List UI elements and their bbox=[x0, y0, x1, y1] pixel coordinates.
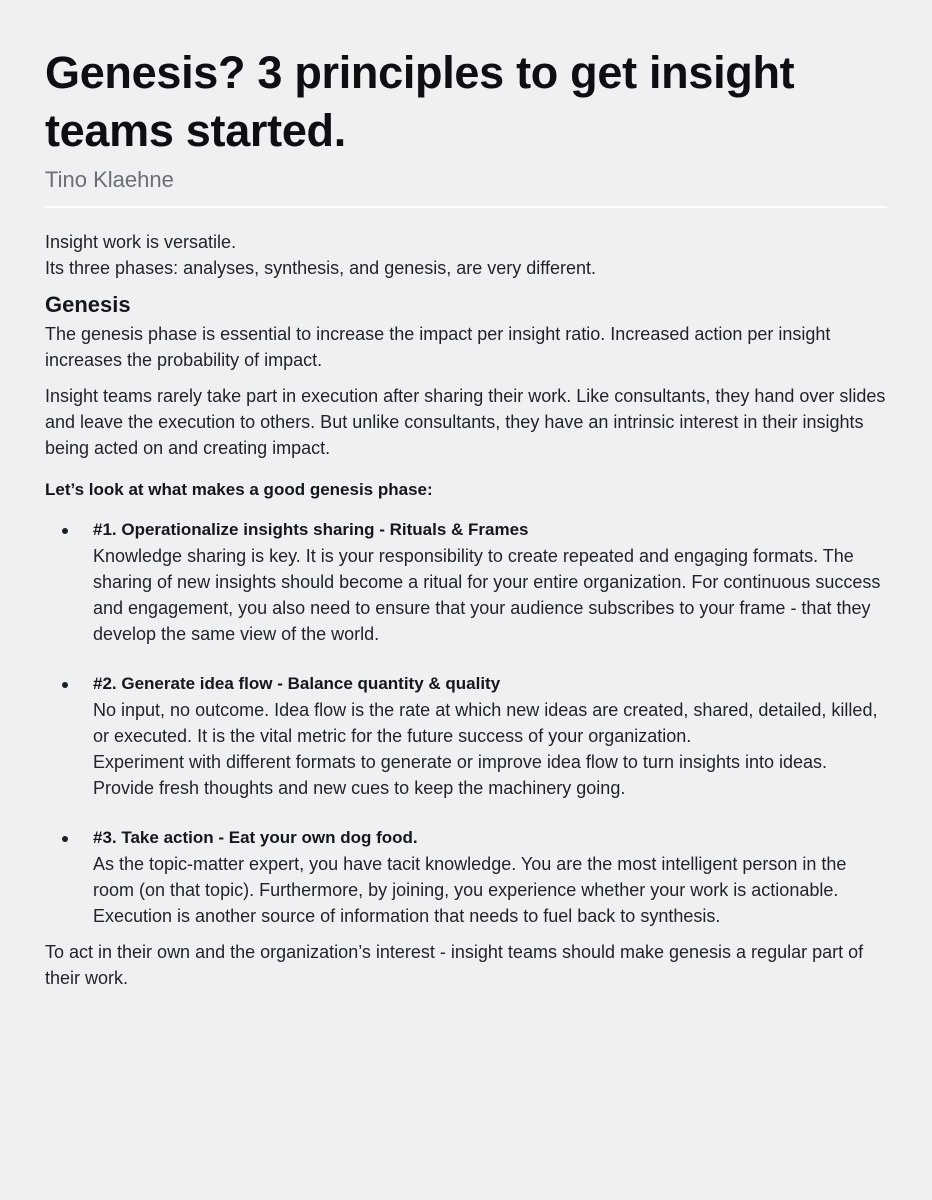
principle-item-3 bbox=[45, 825, 887, 929]
closing-paragraph: To act in their own and the organization’s interest - insight teams should make genesis a regular part of their work. bbox=[45, 942, 864, 988]
intro-line-2: Its three phases: analyses, synthesis, and genesis, are very different. bbox=[45, 258, 596, 278]
bullet-icon bbox=[62, 528, 68, 534]
principle-text: As the topic-matter expert, you have tacit knowledge. You are the most intelligent person in the room (on that topic). Furthermore, by joining, you experience whether your work is actionable. Execution is another source of information that needs to fuel back to synthesis. bbox=[93, 854, 847, 926]
principles-list bbox=[45, 517, 887, 929]
principle-title: #3. Take action - Eat your own dog food. bbox=[93, 828, 418, 847]
principle-title: #2. Generate idea flow - Balance quantity & quality bbox=[93, 674, 501, 693]
principle-title: #1. Operationalize insights sharing - Rituals & Frames bbox=[93, 520, 529, 539]
principle-text: No input, no outcome. Idea flow is the rate at which new ideas are created, shared, detailed, killed, or executed. It is the vital metric for the future success of your organization. bbox=[93, 700, 878, 746]
principle-text: Knowledge sharing is key. It is your responsibility to create repeated and engaging formats. The sharing of new insights should become a ritual for your entire organization. For continuous success and engagement, you also need to ensure that your audience subscribes to your frame - that they develop the same view of the world. bbox=[93, 546, 881, 644]
intro-line-1: Insight work is versatile. bbox=[45, 232, 237, 252]
section-heading: Genesis bbox=[45, 292, 131, 317]
principle-item-1 bbox=[45, 517, 887, 647]
principle-item-2 bbox=[45, 671, 887, 801]
title-divider bbox=[45, 206, 887, 208]
principles-lead: Let’s look at what makes a good genesis phase: bbox=[45, 480, 433, 499]
section-paragraph-1: The genesis phase is essential to increase the impact per insight ratio. Increased action per insight increases the probability of impact. bbox=[45, 324, 831, 370]
article-title: Genesis? 3 principles to get insight teams started. bbox=[45, 47, 795, 156]
article-body bbox=[45, 229, 887, 991]
article-author: Tino Klaehne bbox=[45, 167, 174, 192]
section-paragraph-2: Insight teams rarely take part in execution after sharing their work. Like consultants, they hand over slides and leave the execution to others. But unlike consultants, they have an intrinsic interest in their insights being acted on and creating impact. bbox=[45, 386, 886, 458]
intro bbox=[45, 229, 887, 281]
principle-text-2: Experiment with different formats to generate or improve idea flow to turn insights into ideas. Provide fresh thoughts and new cues to keep the machinery going. bbox=[93, 752, 828, 798]
bullet-icon bbox=[62, 682, 68, 688]
bullet-icon bbox=[62, 836, 68, 842]
